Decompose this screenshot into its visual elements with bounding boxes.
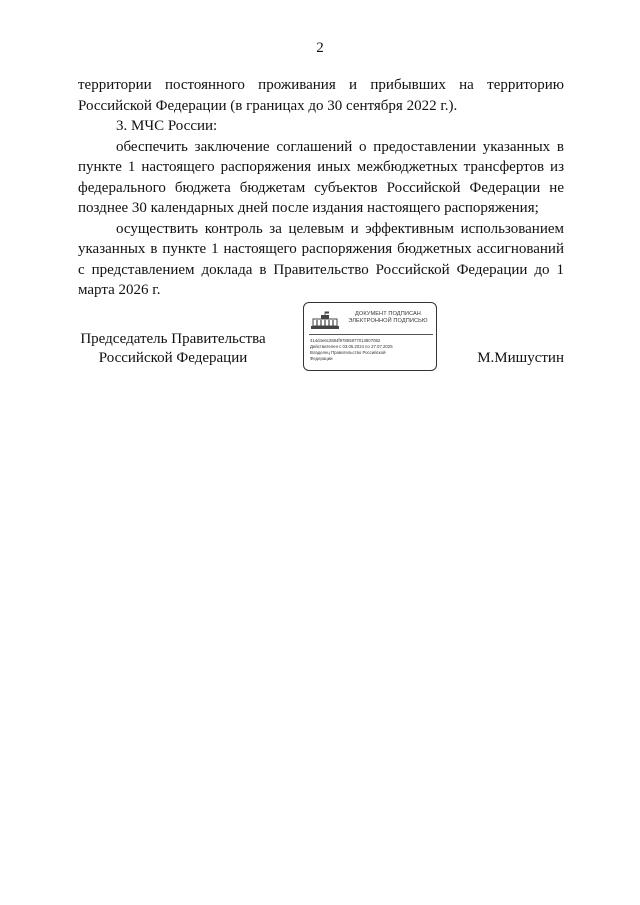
stamp-divider <box>309 334 433 335</box>
stamp-certificate: 414d4e6c2884f97855877013807082 <box>310 338 381 343</box>
stamp-details <box>310 338 434 362</box>
signatory-title <box>78 330 268 368</box>
stamp-owner-line-1: Владелец Правительство Российской <box>310 350 386 355</box>
stamp-owner-line-2: Федерации <box>310 356 333 361</box>
stamp-title-line-1: ДОКУМЕНТ ПОДПИСАН <box>355 311 421 317</box>
electronic-signature-stamp <box>303 302 437 371</box>
signatory-title-line-2: Российской Федерации <box>98 350 248 366</box>
document-body <box>78 75 564 301</box>
paragraph-ensure-agreements: обеспечить заключение соглашений о предоставлении указанных в пункте 1 настоящего распоряжения иных межбюджетных трансфертов из федерального бюджета бюджетам субъектов Российской Федерации не позднее 30 календарных дней после издания настоящего распоряжения; <box>78 138 564 216</box>
stamp-title-line-2: ЭЛЕКТРОННОЙ ПОДПИСЬЮ <box>348 318 428 324</box>
paragraph-continuation: территории постоянного проживания и прибывших на территорию Российской Федерации (в границах до 30 сентября 2022 г.). <box>78 77 564 114</box>
stamp-validity: Действителен с 03.05.2024 по 27.07.2025 <box>310 344 393 349</box>
stamp-title <box>342 311 434 325</box>
paragraph-item-3-heading: 3. МЧС России: <box>116 118 218 134</box>
government-building-icon <box>310 311 340 331</box>
paragraph-control: осуществить контроль за целевым и эффективным использованием указанных в пункте 1 настоящего распоряжения бюджетных ассигнований с представлением доклада в Правительство Российской Федерации до 1 марта 2026 г. <box>78 220 564 298</box>
signatory-title-line-1: Председатель Правительства <box>80 331 266 347</box>
signer-name: М.Мишустин <box>477 350 564 366</box>
page-number: 2 <box>316 40 324 56</box>
